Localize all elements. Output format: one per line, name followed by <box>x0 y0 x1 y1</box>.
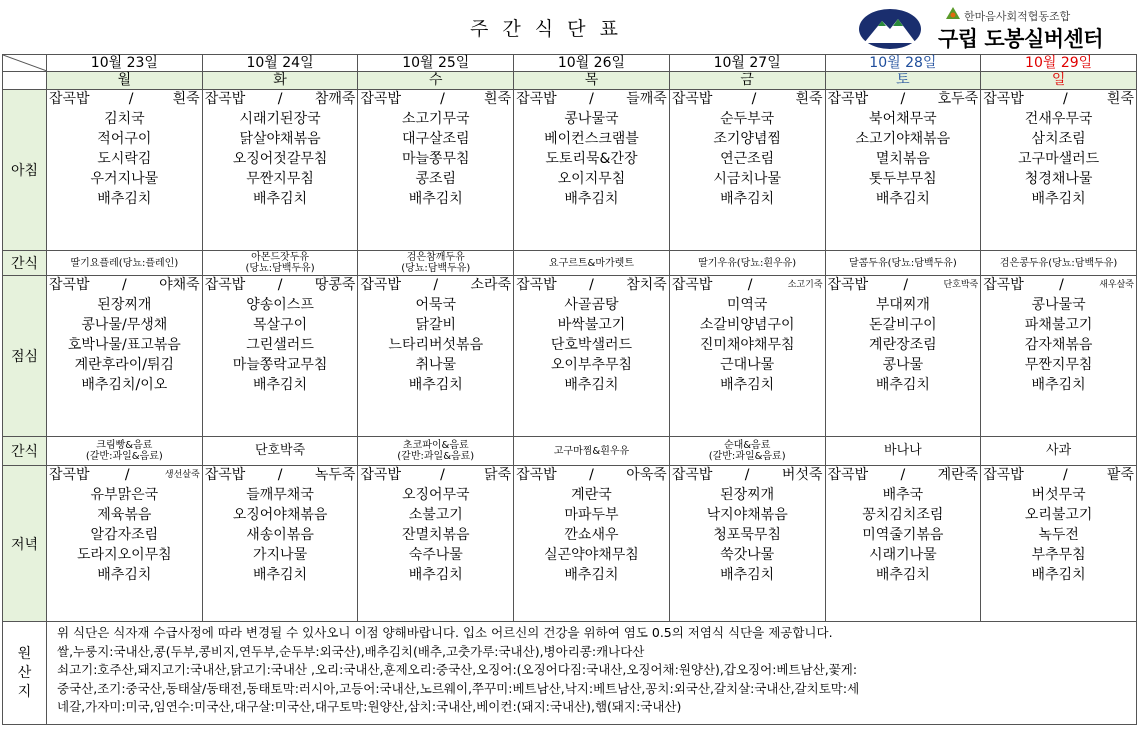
meal-label-lunch: 점심 <box>3 276 47 437</box>
menu-item: 계란후라이/튀김 <box>74 357 175 373</box>
origin-line: 쇠고기:호주산,돼지고기:국내산,닭고기:국내산 ,오리:국내산,훈제오리:중국산,오징어:(오징어다짐:국내산,오징어채:원양산),갑오징어:베트남산,꽃게: <box>57 662 858 677</box>
menu-item: 적어구이 <box>97 131 152 147</box>
rice-porridge-line <box>670 466 825 485</box>
porridge-label: 소라죽 <box>470 277 512 293</box>
menu-item: 양송이스프 <box>246 297 314 313</box>
snack-item: (갈반:과일&음료) <box>708 451 786 462</box>
corner-cell <box>3 55 47 72</box>
rice-porridge-line <box>358 466 513 485</box>
snack-item: 단호박죽 <box>254 443 306 458</box>
porridge-label: 참치죽 <box>626 277 667 293</box>
menu-item: 배추김치 <box>408 377 463 393</box>
date-cell: 10월 26일 <box>514 55 670 72</box>
menu-item: 단호박샐러드 <box>550 337 633 353</box>
rice-label: 잡곡밥 <box>827 277 869 293</box>
separator: / <box>433 277 439 293</box>
menu-item: 부추무침 <box>1031 547 1086 563</box>
menu-item: 취나물 <box>415 357 457 373</box>
breakfast-cell <box>202 90 358 251</box>
menu-item: 도토리묵&간장 <box>545 151 638 167</box>
rice-label: 잡곡밥 <box>516 277 557 293</box>
menu-item: 미역줄기볶음 <box>862 527 944 543</box>
menu-item: 고구마샐러드 <box>1018 151 1100 167</box>
menu-item: 소고기무국 <box>401 111 470 127</box>
separator: / <box>277 277 283 293</box>
menu-item: 배추김치 <box>408 191 463 207</box>
menu-item: 꽁치김치조림 <box>862 507 944 523</box>
menu-item: 가지나물 <box>253 547 308 563</box>
menu-item: 소불고기 <box>408 507 463 523</box>
rice-label: 잡곡밥 <box>671 467 713 483</box>
menu-item: 배추김치 <box>1031 191 1086 207</box>
porridge-label: 닭죽 <box>484 467 512 483</box>
menu-item: 마늘쫑락교무침 <box>232 357 328 373</box>
snack-item: 딸기우유(당뇨:흰우유) <box>698 257 797 269</box>
porridge-label: 호두죽 <box>937 91 979 107</box>
weekday-cell: 일 <box>981 72 1137 90</box>
dinner-cell <box>202 466 358 622</box>
snack-item: 딸기요플레(당뇨:플레인) <box>70 257 179 269</box>
separator: / <box>744 467 750 483</box>
lunch-cell <box>825 276 981 437</box>
porridge-label: 버섯죽 <box>781 467 823 483</box>
snack-item: 검은콩두유(당뇨:담백두유) <box>999 257 1118 269</box>
porridge-label: 새우살죽 <box>1099 280 1134 290</box>
porridge-label: 단호박죽 <box>943 280 979 290</box>
dinner-cell <box>825 466 981 622</box>
breakfast-cell <box>825 90 981 251</box>
separator: / <box>440 91 445 107</box>
snack-item: 초코파이&음료 <box>402 440 469 451</box>
dinner-cell <box>358 466 514 622</box>
porridge-label: 참깨죽 <box>314 91 356 107</box>
diagonal-line <box>3 55 47 71</box>
rice-label: 잡곡밥 <box>516 91 557 107</box>
separator: / <box>124 467 130 483</box>
rice-label: 잡곡밥 <box>827 467 869 483</box>
snack-cell <box>514 251 670 276</box>
snack-item: 검은참깨두유 <box>406 252 465 263</box>
rice-label: 잡곡밥 <box>671 277 713 293</box>
menu-item: 멸치볶음 <box>875 151 930 167</box>
separator: / <box>589 91 594 107</box>
dinner-cell <box>669 466 825 622</box>
rice-porridge-line <box>514 276 669 295</box>
menu-item: 연근조림 <box>720 151 775 167</box>
menu-item: 닭갈비 <box>415 317 457 333</box>
snack-cell <box>47 437 203 466</box>
menu-item: 유부맑은국 <box>90 487 159 503</box>
snack-cell <box>981 251 1137 276</box>
origin-line: 위 식단은 식자재 수급사정에 따라 변경될 수 있사오니 이점 양해바랍니다. 입소 어르신의 건강을 위하여 염도 0.5의 저염식 식단을 제공합니다. <box>57 625 833 640</box>
menu-item: 콩나물국 <box>1031 297 1086 313</box>
snack-item: 고구마찜&흰우유 <box>553 445 630 457</box>
menu-item: 배추김치 <box>253 377 308 393</box>
breakfast-cell <box>981 90 1137 251</box>
rice-porridge-line <box>514 90 669 109</box>
menu-item: 배추김치 <box>875 377 930 393</box>
snack-cell <box>825 437 981 466</box>
snack-cell <box>981 437 1137 466</box>
menu-item: 진미채야채무침 <box>699 337 795 353</box>
porridge-label: 녹두죽 <box>314 467 356 483</box>
menu-item: 제육볶음 <box>97 507 152 523</box>
menu-item: 북어채무국 <box>869 111 937 127</box>
porridge-label: 흰죽 <box>172 91 200 107</box>
snack-item: (갈반:과일&음료) <box>397 451 475 462</box>
meal-label-snack: 간식 <box>3 437 47 466</box>
menu-item: 배추김치 <box>97 191 152 207</box>
separator: / <box>277 91 283 107</box>
rice-label: 잡곡밥 <box>204 277 246 293</box>
menu-item: 시금치나물 <box>713 171 781 187</box>
dinner-cell <box>47 466 203 622</box>
separator: / <box>900 91 906 107</box>
rice-label: 잡곡밥 <box>671 91 713 107</box>
meal-label-snack: 간식 <box>3 251 47 276</box>
rice-label: 잡곡밥 <box>516 467 557 483</box>
lunch-cell <box>981 276 1137 437</box>
meal-label-dinner: 저녁 <box>3 466 47 622</box>
snack-cell <box>358 251 514 276</box>
lunch-cell <box>358 276 514 437</box>
separator: / <box>121 277 127 293</box>
weekday-row <box>3 72 1137 90</box>
separator: / <box>589 467 594 483</box>
menu-item: 도시락김 <box>97 151 152 167</box>
menu-item: 녹두전 <box>1038 527 1079 543</box>
separator: / <box>128 91 134 107</box>
menu-item: 배추김치 <box>720 191 775 207</box>
rice-label: 잡곡밥 <box>49 91 90 107</box>
menu-item: 배추김치 <box>875 191 930 207</box>
rice-porridge-line <box>670 276 825 295</box>
org-name: 구립 도봉실버센터 <box>938 27 1104 51</box>
rice-porridge-line <box>826 276 981 295</box>
snack-cell <box>202 251 358 276</box>
menu-item: 된장찌개 <box>720 487 775 503</box>
menu-item: 청포묵무침 <box>713 527 781 543</box>
org-logo <box>858 5 1134 51</box>
snack-cell <box>202 437 358 466</box>
weekday-cell: 토 <box>825 72 981 90</box>
menu-item: 버섯무국 <box>1031 487 1086 503</box>
snack-am-row <box>3 251 1137 276</box>
origin-line: 쌀,누룽지:국내산,콩(두부,콩비지,연두부,순두부:외국산),배추김치(배추,고춧가루:국내산),병아리콩:캐나다산 <box>57 643 645 659</box>
snack-item: 크림빵&음료 <box>96 440 153 451</box>
lunch-cell <box>669 276 825 437</box>
menu-item: 그린샐러드 <box>246 337 314 353</box>
menu-item: 잔멸치볶음 <box>401 527 470 543</box>
menu-item: 목살구이 <box>253 317 308 333</box>
weekday-cell: 월 <box>47 72 203 90</box>
snack-item: 아몬드잣두유 <box>251 252 310 263</box>
menu-item: 오징어무국 <box>401 487 470 503</box>
menu-item: 사골곰탕 <box>564 297 619 313</box>
dinner-cell <box>514 466 670 622</box>
menu-item: 대구살조림 <box>401 131 470 147</box>
snack-item: 요구르트&마가렛트 <box>548 257 634 269</box>
separator: / <box>1063 91 1068 107</box>
breakfast-cell <box>358 90 514 251</box>
date-cell: 10월 29일 <box>981 55 1137 72</box>
origin-label-text: 원산지 <box>17 645 32 700</box>
rice-label: 잡곡밥 <box>204 91 246 107</box>
rice-porridge-line <box>203 466 358 485</box>
rice-porridge-line <box>981 276 1136 295</box>
menu-item: 숙주나물 <box>408 547 463 563</box>
menu-item: 오이부추무침 <box>550 357 633 373</box>
snack-item: 달콤두유(당뇨:담백두유) <box>848 257 957 269</box>
menu-item: 배추김치 <box>720 567 775 583</box>
menu-item: 배추김치 <box>1031 377 1086 393</box>
weekday-cell: 수 <box>358 72 514 90</box>
menu-item: 콩조림 <box>415 171 457 187</box>
porridge-label: 흰죽 <box>1106 91 1134 107</box>
rice-label: 잡곡밥 <box>983 91 1024 107</box>
separator: / <box>903 277 909 293</box>
menu-item: 우거지나물 <box>90 171 159 187</box>
meal-label-breakfast: 아침 <box>3 90 47 251</box>
breakfast-row <box>3 90 1137 251</box>
menu-item: 시래기된장국 <box>239 111 321 127</box>
menu-item: 콩나물/무생채 <box>81 317 168 333</box>
rice-porridge-line <box>358 90 513 109</box>
date-cell: 10월 23일 <box>47 55 203 72</box>
page-title: 주 간 식 단 표 <box>470 18 622 40</box>
origin-line: 중국산,조기:중국산,동태살/동태전,동태토막:러시아,고등어:국내산,노르웨이,쭈꾸미:베트남산,낙지:베트남산,꽁치:외국산,갈치살:국내산,갈치토막:세 <box>57 680 860 696</box>
coop-logo-icon <box>946 7 960 19</box>
menu-item: 계란국 <box>571 487 612 503</box>
snack-item: 순대&음료 <box>723 440 771 451</box>
porridge-label: 흰죽 <box>795 91 823 107</box>
menu-item: 배추김치 <box>1031 567 1086 583</box>
menu-item: 도라지오이무침 <box>77 547 172 563</box>
porridge-label: 들깨죽 <box>626 91 667 107</box>
menu-item: 배추국 <box>882 487 924 503</box>
mountain-logo-icon <box>858 7 922 49</box>
breakfast-cell <box>514 90 670 251</box>
snack-item: (당뇨:담백두유) <box>245 263 315 274</box>
menu-item: 감자채볶음 <box>1024 337 1093 353</box>
snack-cell <box>358 437 514 466</box>
date-cell: 10월 25일 <box>358 55 514 72</box>
menu-item: 건새우무국 <box>1024 111 1093 127</box>
menu-item: 배추김치 <box>564 191 619 207</box>
menu-item: 조기양념찜 <box>713 131 781 147</box>
porridge-label: 소고기죽 <box>787 280 823 290</box>
snack-pm-row <box>3 437 1137 466</box>
menu-item: 순두부국 <box>720 111 775 127</box>
dinner-cell <box>981 466 1137 622</box>
menu-item: 부대찌개 <box>875 297 930 313</box>
rice-porridge-line <box>981 466 1136 485</box>
rice-porridge-line <box>514 466 669 485</box>
menu-item: 계란장조림 <box>869 337 937 353</box>
lunch-cell <box>202 276 358 437</box>
rice-porridge-line <box>47 466 202 485</box>
rice-label: 잡곡밥 <box>360 467 401 483</box>
origin-row <box>3 622 1137 725</box>
porridge-label: 계란죽 <box>937 467 979 483</box>
weekday-cell: 화 <box>202 72 358 90</box>
date-cell: 10월 27일 <box>669 55 825 72</box>
menu-item: 소고기야채볶음 <box>855 131 951 147</box>
rice-porridge-line <box>826 466 981 485</box>
separator: / <box>589 277 594 293</box>
porridge-label: 땅콩죽 <box>314 277 356 293</box>
separator: / <box>1063 467 1068 483</box>
porridge-label: 생선살죽 <box>164 470 200 480</box>
lunch-cell <box>514 276 670 437</box>
menu-item: 배추김치 <box>408 567 463 583</box>
menu-item: 톳두부무침 <box>869 171 937 187</box>
org-subtitle: 한마음사회적협동조합 <box>964 10 1071 23</box>
rice-porridge-line <box>203 90 358 109</box>
menu-item: 삼치조림 <box>1031 131 1086 147</box>
snack-cell <box>669 437 825 466</box>
menu-item: 콩나물 <box>882 357 924 373</box>
origin-line: 네갈,가자미:미국,임연수:미국산,대구살:미국산,대구토막:원양산,삼치:국내산,베이컨:(돼지:국내산),햄(돼지:국내산) <box>57 699 682 714</box>
menu-item: 콩나물국 <box>564 111 619 127</box>
origin-label <box>3 622 47 725</box>
menu-item: 근대나물 <box>720 357 775 373</box>
weekly-menu-table <box>2 54 1137 725</box>
menu-item: 무짠지무침 <box>246 171 314 187</box>
rice-porridge-line <box>203 276 358 295</box>
menu-item: 배추김치 <box>253 567 308 583</box>
menu-item: 배추김치 <box>875 567 930 583</box>
menu-item: 소갈비양념구이 <box>699 317 795 333</box>
weekday-cell: 목 <box>514 72 670 90</box>
menu-item: 돈갈비구이 <box>869 317 937 333</box>
rice-porridge-line <box>47 276 202 295</box>
date-cell: 10월 28일 <box>825 55 981 72</box>
separator: / <box>747 277 753 293</box>
menu-item: 베이컨스크램블 <box>544 131 639 147</box>
menu-item: 배추김치 <box>564 567 619 583</box>
rice-porridge-line <box>670 90 825 109</box>
snack-item: (갈반:과일&음료) <box>85 451 163 462</box>
snack-item: 사과 <box>1046 443 1072 458</box>
menu-item: 배추김치 <box>97 567 152 583</box>
date-row <box>3 55 1137 72</box>
rice-porridge-line <box>358 276 513 295</box>
menu-item: 호박나물/표고볶음 <box>67 337 181 353</box>
menu-item: 깐쇼새우 <box>564 527 619 543</box>
snack-cell <box>514 437 670 466</box>
rice-label: 잡곡밥 <box>49 277 90 293</box>
separator: / <box>277 467 283 483</box>
menu-item: 무짠지무침 <box>1024 357 1093 373</box>
snack-item: 바나나 <box>884 443 922 458</box>
menu-item: 배추김치 <box>564 377 619 393</box>
snack-cell <box>825 251 981 276</box>
menu-item: 오징어젓갈무침 <box>232 151 328 167</box>
menu-item: 들깨무채국 <box>246 487 314 503</box>
menu-item: 오리불고기 <box>1024 507 1093 523</box>
menu-item: 알감자조림 <box>90 527 159 543</box>
rice-label: 잡곡밥 <box>983 467 1024 483</box>
porridge-label: 팥죽 <box>1106 467 1134 483</box>
menu-item: 바싹불고기 <box>557 317 626 333</box>
rice-label: 잡곡밥 <box>360 91 401 107</box>
lunch-cell <box>47 276 203 437</box>
rice-label: 잡곡밥 <box>49 467 90 483</box>
separator: / <box>900 467 906 483</box>
separator: / <box>440 467 445 483</box>
snack-item: (당뇨:담백두유) <box>401 263 471 274</box>
menu-item: 닭살야채볶음 <box>239 131 321 147</box>
menu-item: 낙지야채볶음 <box>706 507 788 523</box>
menu-item: 파채불고기 <box>1024 317 1093 333</box>
rice-label: 잡곡밥 <box>983 277 1024 293</box>
rice-porridge-line <box>826 90 981 109</box>
breakfast-cell <box>47 90 203 251</box>
menu-item: 김치국 <box>104 111 145 127</box>
menu-item: 오이지무침 <box>557 171 626 187</box>
porridge-label: 흰죽 <box>484 91 512 107</box>
menu-item: 마늘쫑무침 <box>401 151 470 167</box>
rice-porridge-line <box>981 90 1136 109</box>
rice-label: 잡곡밥 <box>204 467 246 483</box>
menu-item: 쑥갓나물 <box>720 547 775 563</box>
menu-item: 미역국 <box>726 297 768 313</box>
rice-label: 잡곡밥 <box>360 277 401 293</box>
dinner-row <box>3 466 1137 622</box>
snack-cell <box>669 251 825 276</box>
menu-item: 된장찌개 <box>97 297 152 313</box>
menu-item: 청경채나물 <box>1024 171 1093 187</box>
menu-item: 느타리버섯볶음 <box>388 337 484 353</box>
menu-item: 새송이볶음 <box>246 527 314 543</box>
origin-notes <box>47 622 1137 725</box>
separator: / <box>1059 277 1064 293</box>
weekday-cell: 금 <box>669 72 825 90</box>
breakfast-cell <box>669 90 825 251</box>
menu-item: 실곤약야채무침 <box>544 547 639 563</box>
separator: / <box>751 91 757 107</box>
menu-item: 마파두부 <box>564 507 619 523</box>
menu-item: 배추김치/이오 <box>81 377 168 393</box>
lunch-row <box>3 276 1137 437</box>
menu-item: 오징어야채볶음 <box>232 507 328 523</box>
menu-item: 시래기나물 <box>869 547 937 563</box>
menu-item: 배추김치 <box>253 191 308 207</box>
rice-label: 잡곡밥 <box>827 91 869 107</box>
snack-cell <box>47 251 203 276</box>
corner-cell <box>3 72 47 90</box>
menu-item: 어묵국 <box>415 297 457 313</box>
porridge-label: 야채죽 <box>159 277 200 293</box>
date-cell: 10월 24일 <box>202 55 358 72</box>
rice-porridge-line <box>47 90 202 109</box>
menu-item: 배추김치 <box>720 377 775 393</box>
porridge-label: 아욱죽 <box>626 467 667 483</box>
